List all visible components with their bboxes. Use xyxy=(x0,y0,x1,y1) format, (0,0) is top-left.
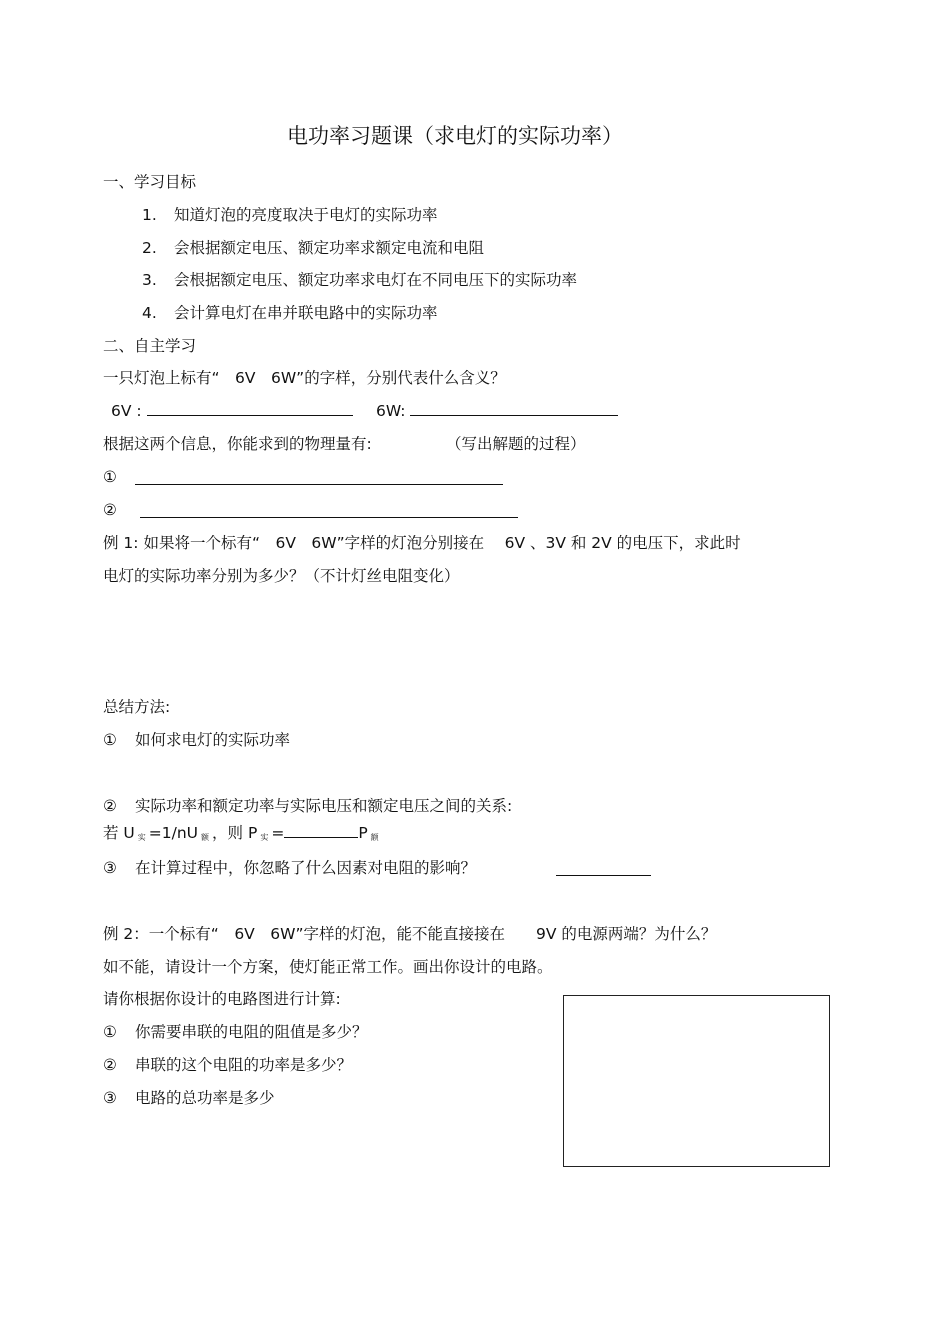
blank-6v[interactable] xyxy=(147,401,353,416)
formula-text: =1/nU xyxy=(148,824,199,842)
marker-3: ③ xyxy=(103,1089,117,1107)
blank-quantity-2[interactable] xyxy=(140,503,518,518)
subscript: 额 xyxy=(201,833,210,842)
example1-text: 电灯的实际功率分别为多少？（不计灯丝电阻变化） xyxy=(103,567,460,585)
example1-text: 例 1: 如果将一个标有“ 6V 6W”字样的灯泡分别接在 6V 、3V 和 2V 的电压下，求此时 xyxy=(103,534,741,552)
section-heading-goals: 一、学习目标 xyxy=(103,173,197,191)
blank-6w[interactable] xyxy=(410,401,618,416)
summary-heading: 总结方法: xyxy=(103,698,171,716)
example2-text: 例 2：一个标有“ 6V 6W”字样的灯泡，能不能直接接在 9V 的电源两端？为什么？ xyxy=(103,925,717,943)
summary-item: 如何求电灯的实际功率 xyxy=(135,731,291,749)
goal-number: 1. xyxy=(142,206,157,224)
derive-prompt: 根据这两个信息，你能求到的物理量有: xyxy=(103,435,372,453)
marker-2: ② xyxy=(103,797,117,815)
summary-item: 实际功率和额定功率与实际电压和额定电压之间的关系: xyxy=(135,797,513,815)
answer-line-6w xyxy=(376,401,618,421)
example2-question: 电路的总功率是多少 xyxy=(135,1089,275,1107)
answer-line-6v xyxy=(111,401,353,421)
blank-formula[interactable] xyxy=(284,823,358,838)
subscript: 额 xyxy=(370,833,379,842)
page-title: 电功率习题课（求电灯的实际功率） xyxy=(287,124,623,148)
goal-number: 2. xyxy=(142,239,157,257)
example2-question: 串联的这个电阻的功率是多少？ xyxy=(135,1056,353,1074)
derive-note: （写出解题的过程） xyxy=(446,435,586,453)
subscript: 实 xyxy=(260,833,269,842)
marker-2: ② xyxy=(103,1056,117,1074)
formula-line xyxy=(103,823,382,848)
formula-text: = xyxy=(271,824,285,842)
question-text: 一只灯泡上标有“ 6V 6W”的字样，分别代表什么含义？ xyxy=(103,369,506,387)
goal-number: 3. xyxy=(142,271,157,289)
marker-1: ① xyxy=(103,731,117,749)
formula-text: ，则 P xyxy=(212,824,258,842)
example2-text: 如不能，请设计一个方案，使灯能正常工作。画出你设计的电路。 xyxy=(103,958,553,976)
marker-1: ① xyxy=(103,1023,117,1041)
marker-1: ① xyxy=(103,468,117,486)
label-6v: 6V : xyxy=(111,402,142,420)
formula-text: 若 U xyxy=(103,824,135,842)
goal-item: 会根据额定电压、额定功率求电灯在不同电压下的实际功率 xyxy=(174,271,578,289)
goal-item: 会计算电灯在串并联电路中的实际功率 xyxy=(174,304,438,322)
formula-text: P xyxy=(358,824,368,842)
summary-item: 在计算过程中，你忽略了什么因素对电阻的影响？ xyxy=(135,859,477,877)
marker-2: ② xyxy=(103,501,117,519)
marker-3: ③ xyxy=(103,859,117,877)
goal-number: 4. xyxy=(142,304,157,322)
goal-item: 知道灯泡的亮度取决于电灯的实际功率 xyxy=(174,206,438,224)
blank-resistance-factor[interactable] xyxy=(556,861,651,876)
label-6w: 6W: xyxy=(376,402,406,420)
subscript: 实 xyxy=(137,833,146,842)
goal-item: 会根据额定电压、额定功率求额定电流和电阻 xyxy=(174,239,485,257)
example2-text: 请你根据你设计的电路图进行计算: xyxy=(103,990,341,1008)
blank-quantity-1[interactable] xyxy=(135,470,503,485)
circuit-drawing-box[interactable] xyxy=(563,995,830,1167)
section-heading-self-study: 二、自主学习 xyxy=(103,337,197,355)
example2-question: 你需要串联的电阻的阻值是多少？ xyxy=(135,1023,368,1041)
